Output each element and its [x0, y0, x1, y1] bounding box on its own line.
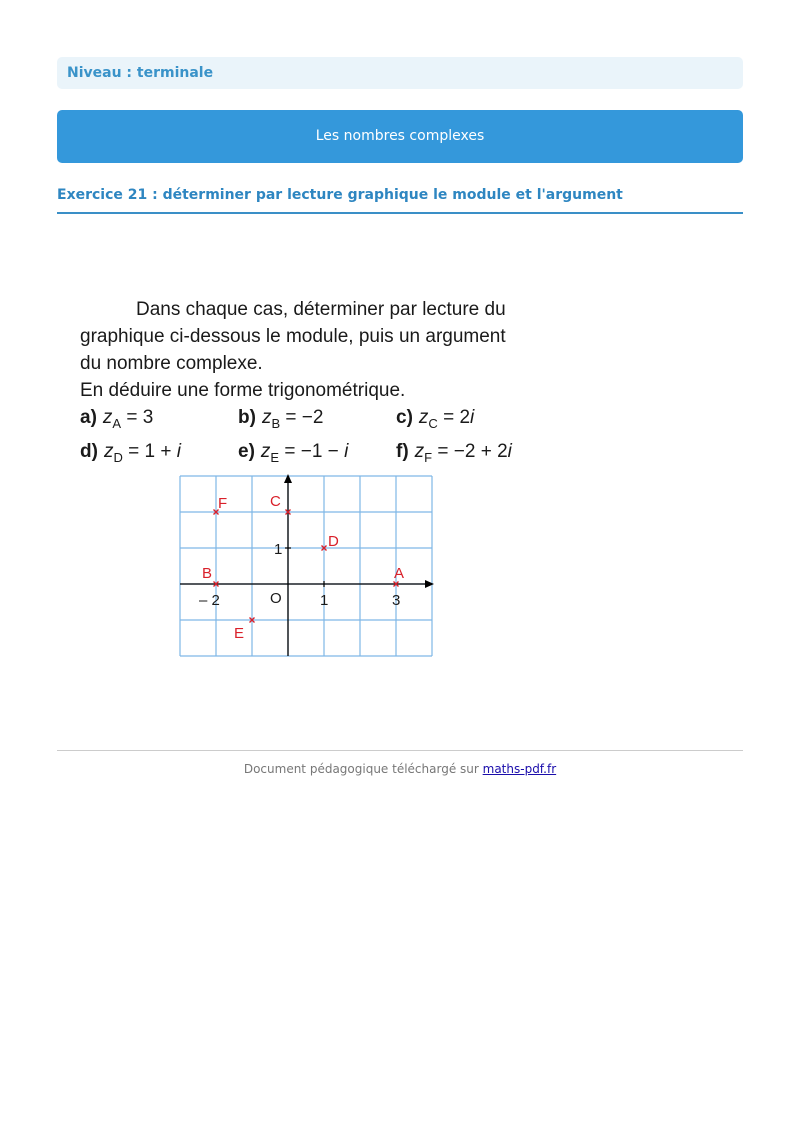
point-label-B: B: [202, 565, 213, 582]
complex-plane-graph: [170, 470, 450, 670]
y-axis-arrow-icon: [284, 474, 292, 483]
point-label-C: C: [270, 493, 281, 510]
statement-line: En déduire une forme trigonométrique.: [80, 380, 406, 401]
tick-label-x: 3: [392, 592, 401, 609]
question-item: f) $z_F = -2 + 2i$: [396, 440, 512, 465]
tick-label-y: 1: [274, 541, 283, 558]
level-label: Niveau : terminale: [57, 57, 743, 89]
point-label-F: F: [218, 495, 228, 512]
footer-divider: [57, 750, 743, 751]
exercise-body: [80, 296, 600, 472]
statement-line: graphique ci-dessous le module, puis un argument: [80, 326, 506, 347]
statement-line: Dans chaque cas, déterminer par lecture du: [136, 299, 506, 320]
tick-label-x: 1: [320, 592, 329, 609]
origin-label: O: [270, 590, 282, 607]
tick-label-x: – 2: [199, 592, 220, 609]
exercise-statement: [80, 296, 600, 404]
source-link[interactable]: maths-pdf.fr: [482, 762, 557, 776]
chapter-banner: Les nombres complexes: [57, 110, 743, 163]
question-item: b) $z_B = -2$: [238, 407, 324, 431]
question-list: [80, 404, 600, 472]
point-label-A: A: [394, 565, 405, 582]
x-axis-arrow-icon: [425, 580, 434, 588]
question-item: c) $z_C = 2i$: [396, 407, 475, 431]
footer-text: Document pédagogique téléchargé sur: [243, 762, 483, 776]
point-label-E: E: [234, 625, 245, 642]
question-item: a) $z_A = 3$: [80, 407, 154, 431]
point-label-D: D: [328, 533, 339, 550]
exercise-title: Exercice 21 : déterminer par lecture graphique le module et l'argument: [57, 184, 743, 214]
question-item: d) $z_D = 1 + i$: [80, 440, 181, 465]
statement-line: du nombre complexe.: [80, 353, 263, 374]
footer: [0, 762, 800, 776]
question-item: e) $z_E = -1 - i$: [238, 440, 349, 465]
